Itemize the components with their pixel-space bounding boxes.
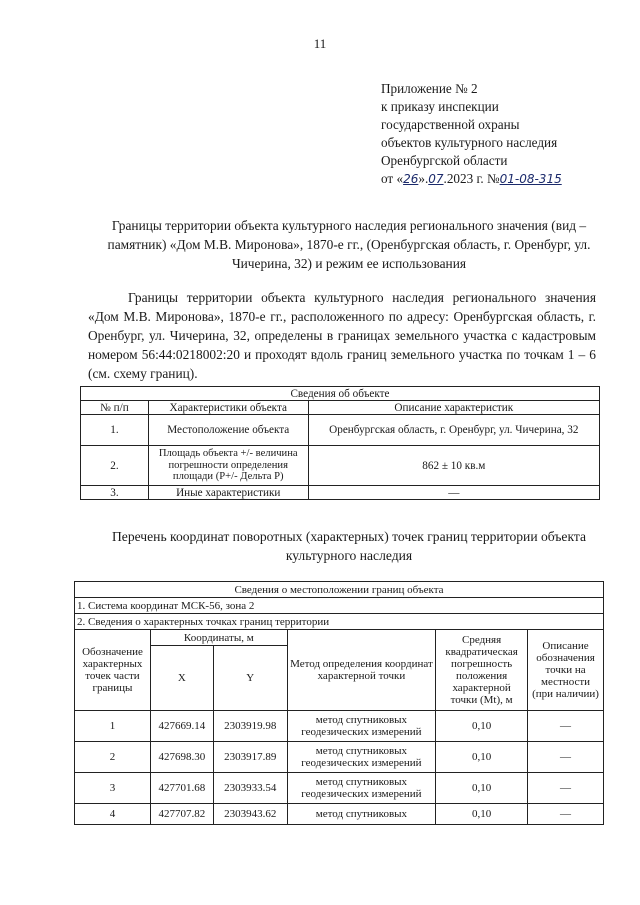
table-row: [75, 711, 604, 742]
header-cell: Описание характеристик: [308, 401, 599, 415]
header-cell: Координаты, м: [150, 630, 287, 646]
header-cell: Обозначение характерных точек части границы: [75, 630, 151, 711]
header-cell: Средняя квадратическая погрешность положения характерной точки (Mt), м: [436, 630, 528, 711]
body-paragraph: Границы территории объекта культурного наследия регионального значения «Дом М.В. Миронова», 1870-е гг., расположенного по адресу: Оренбургская область, г. Оренбург, ул. Чичерина, 32, определены в границах земельного участка с кадастровым номером 56:44:0218002:20 и проходят вдоль границ земельного участка по точкам 1 – 6 (см. схему границ).: [88, 290, 596, 381]
object-info-table: [80, 386, 600, 500]
table-cell: 427698.30: [150, 742, 213, 773]
date-prefix: от «: [381, 171, 404, 186]
table-caption: Сведения о местоположении границ объекта: [75, 582, 604, 598]
order-number: 01-08-315: [499, 172, 562, 186]
appendix-date-line: [381, 170, 631, 188]
table-cell: 2: [75, 742, 151, 773]
table-row: [81, 486, 600, 500]
date-day: 26: [403, 172, 419, 186]
date-year: .2023 г. №: [443, 171, 500, 186]
page-number: 11: [313, 36, 327, 51]
table-cell: 3.: [81, 486, 149, 500]
table-cell: —: [528, 742, 604, 773]
table-cell: метод спутниковых геодезических измерений: [287, 773, 435, 804]
header-cell: № п/п: [81, 401, 149, 415]
table-cell: Местоположение объекта: [148, 415, 308, 446]
table-cell: метод спутниковых геодезических измерений: [287, 742, 435, 773]
appendix-line: объектов культурного наследия: [381, 135, 558, 150]
date-month: 07: [428, 172, 444, 186]
section-row: [75, 598, 604, 614]
header-cell: Y: [213, 646, 287, 711]
appendix-line: Оренбургской области: [381, 153, 508, 168]
coordinates-title: Перечень координат поворотных (характерных) точек границ территории объекта культурного наследия: [111, 529, 587, 563]
table-row: [81, 446, 600, 486]
table-cell: 4: [75, 804, 151, 825]
table-cell: Площадь объекта +/- величина погрешности определения площади (Р+/- Дельта Р): [148, 446, 308, 486]
table-cell: 0,10: [436, 742, 528, 773]
table-cell: 0,10: [436, 773, 528, 804]
document-title: Границы территории объекта культурного наследия регионального значения (вид – памятник) «Дом М.В. Миронова», 1870-е гг., (Оренбургская область, г. Оренбург, ул. Чичерина, 32) и режим ее использования: [107, 218, 591, 271]
date-mid: ».: [418, 171, 429, 186]
table-cell: 3: [75, 773, 151, 804]
table-caption-row: [81, 387, 600, 401]
table-cell: метод спутниковых геодезических измерений: [287, 711, 435, 742]
table-cell: 427707.82: [150, 804, 213, 825]
table-cell: —: [528, 804, 604, 825]
header-cell: Характеристики объекта: [148, 401, 308, 415]
table-cell: 0,10: [436, 711, 528, 742]
table-cell: 2303933.54: [213, 773, 287, 804]
table-cell: метод спутниковых: [287, 804, 435, 825]
table-cell: 427701.68: [150, 773, 213, 804]
table-cell: 2303919.98: [213, 711, 287, 742]
section-cell: 2. Сведения о характерных точках границ территории: [75, 614, 604, 630]
coordinates-table: [74, 581, 604, 825]
table-cell: 1: [75, 711, 151, 742]
table-cell: 1.: [81, 415, 149, 446]
table-cell: Оренбургская область, г. Оренбург, ул. Чичерина, 32: [308, 415, 599, 446]
table-cell: —: [528, 711, 604, 742]
table-cell: 2303943.62: [213, 804, 287, 825]
table-header-row: [75, 630, 604, 646]
table-cell: 862 ± 10 кв.м: [308, 446, 599, 486]
table-row: [75, 742, 604, 773]
table-row: [81, 415, 600, 446]
table-cell: Иные характеристики: [148, 486, 308, 500]
table-cell: 427669.14: [150, 711, 213, 742]
appendix-line: к приказу инспекции: [381, 99, 499, 114]
table-caption: Сведения об объекте: [81, 387, 600, 401]
table-cell: 0,10: [436, 804, 528, 825]
appendix-line: государственной охраны: [381, 117, 520, 132]
header-cell: Описание обозначения точки на местности (при наличии): [528, 630, 604, 711]
table-cell: 2.: [81, 446, 149, 486]
header-cell: X: [150, 646, 213, 711]
section-row: [75, 614, 604, 630]
table-header-row: [81, 401, 600, 415]
appendix-header: [381, 80, 631, 188]
table-row: [75, 804, 604, 825]
section-cell: 1. Система координат МСК-56, зона 2: [75, 598, 604, 614]
table-cell: —: [308, 486, 599, 500]
table-cell: 2303917.89: [213, 742, 287, 773]
table-row: [75, 773, 604, 804]
header-cell: Метод определения координат характерной точки: [287, 630, 435, 711]
table-cell: —: [528, 773, 604, 804]
appendix-line: Приложение № 2: [381, 81, 478, 96]
table-caption-row: [75, 582, 604, 598]
